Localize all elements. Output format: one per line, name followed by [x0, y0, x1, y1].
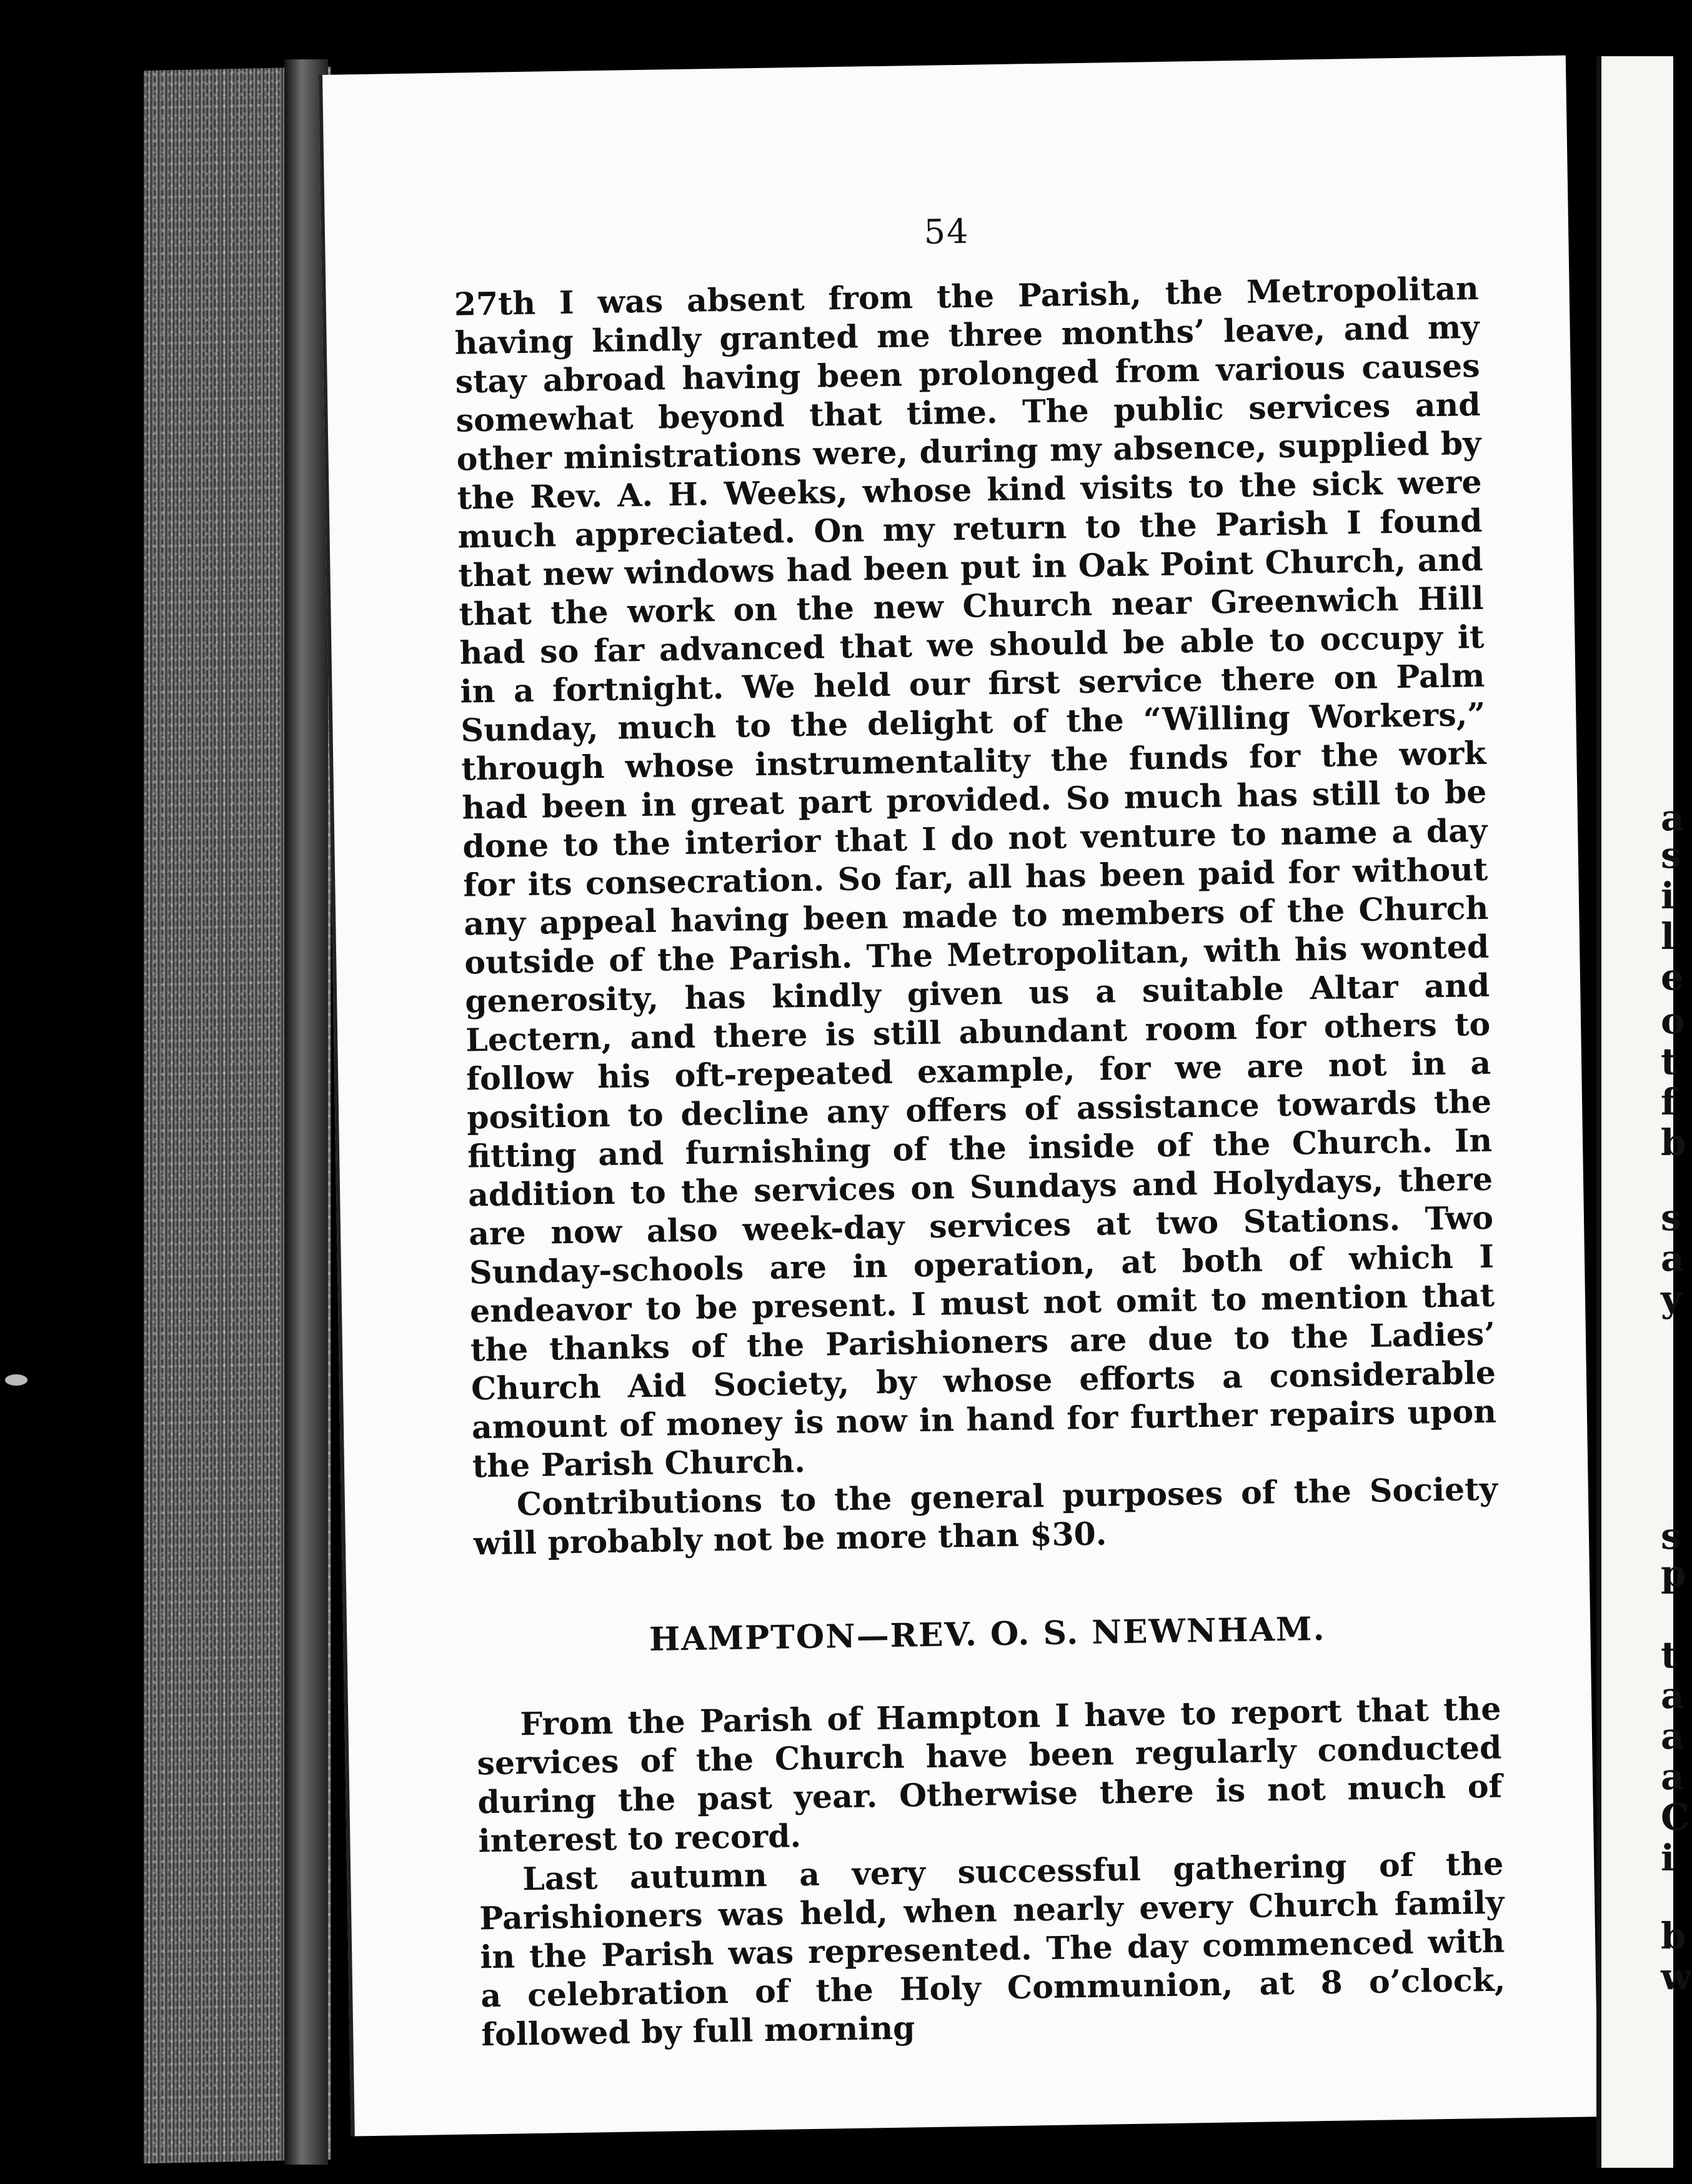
- facing-char: p: [1661, 1552, 1686, 1595]
- facing-char: b: [1661, 1915, 1686, 1957]
- facing-char: s: [1661, 1515, 1681, 1557]
- facing-char: i: [1661, 875, 1675, 917]
- facing-char: s: [1661, 834, 1681, 876]
- facing-char: s: [1661, 1196, 1681, 1239]
- scan-smudge: [5, 1374, 27, 1386]
- paragraph-hammond-report: 27th I was absent from the Parish, the Metropolitan having kindly granted me three months’ leave, and my stay abroad having been prolonged from various causes somewhat beyond that time. The public services and other ministrations were, during my absence, supplied by the Rev. A. H. Weeks, whose kind visits to the sick were much appreciated. On my return to the Parish I found that new windows had been put in Oak Point Church, and that the work on the new Church near Greenwich Hill had so far advanced that we should be able to occupy it in a fortnight. We held our first service there on Palm Sunday, much to the delight of the “Willing Workers,” through whose instrumentality the funds for the work had been in great part provided. So much has still to be done to the interior that I do not venture to name a day for its consecration. So far, all has been paid for without any appeal having been made to members of the Church outside of the Parish. The Metropolitan, with his wonted generosity, has kindly given us a suitable Altar and Lectern, and there is still abundant room for others to follow his oft-repeated example, for we are not in a position to decline any offers of assistance towards the fitting and furnishing of the inside of the Church. In addition to the services on Sundays and Holydays, there are now also week-day services at two Stations. Two Sunday-schools are in operation, at both of which I endeavor to be present. I must not omit to mention that the thanks of the Parishioners are due to the Ladies’ Church Aid Society, by whose efforts a considerable amount of money is now in hand for further repairs upon the Parish Church.: [454, 269, 1497, 1485]
- paragraph-contributions: Contributions to the general purposes of the Society will probably not be more than $30.: [473, 1470, 1498, 1562]
- facing-char: y: [1661, 1278, 1682, 1320]
- facing-char: f: [1661, 1081, 1676, 1123]
- book-page: [319, 56, 1598, 2137]
- facing-char: C: [1661, 1796, 1690, 1839]
- section-heading-hampton: HAMPTON—REV. O. S. NEWNHAM.: [649, 1609, 1326, 1659]
- facing-char: i: [1661, 1837, 1675, 1879]
- facing-char: w: [1661, 1955, 1692, 1998]
- facing-char: b: [1661, 1121, 1686, 1164]
- facing-char: a: [1661, 1755, 1685, 1798]
- facing-char: a: [1661, 1674, 1685, 1717]
- gutter-shadow: [284, 59, 328, 2165]
- facing-char: a: [1661, 797, 1685, 839]
- facing-char: l: [1661, 915, 1675, 958]
- paragraph-hampton-report: From the Parish of Hampton I have to report that the services of the Church have been regularly conducted during the past year. Otherwise there is not much of interest to record.: [477, 1690, 1503, 1860]
- facing-char: e: [1661, 956, 1684, 998]
- page-body: [454, 269, 1506, 2054]
- facing-char: t: [1661, 1634, 1678, 1676]
- facing-char: a: [1661, 1237, 1685, 1279]
- facing-page-edge: [1596, 56, 1692, 2168]
- facing-char: t: [1661, 1040, 1678, 1083]
- facing-char: a: [1661, 1715, 1685, 1757]
- page-number: 54: [923, 211, 970, 252]
- facing-char: o: [1661, 1000, 1685, 1042]
- paragraph-autumn-gathering: Last autumn a very successful gathering of the Parishioners was held, when nearly every Church family in the Parish was represented. The day commenced with a celebration of the Holy Communion, at 8 o’clock, followed by full morning: [479, 1845, 1506, 2053]
